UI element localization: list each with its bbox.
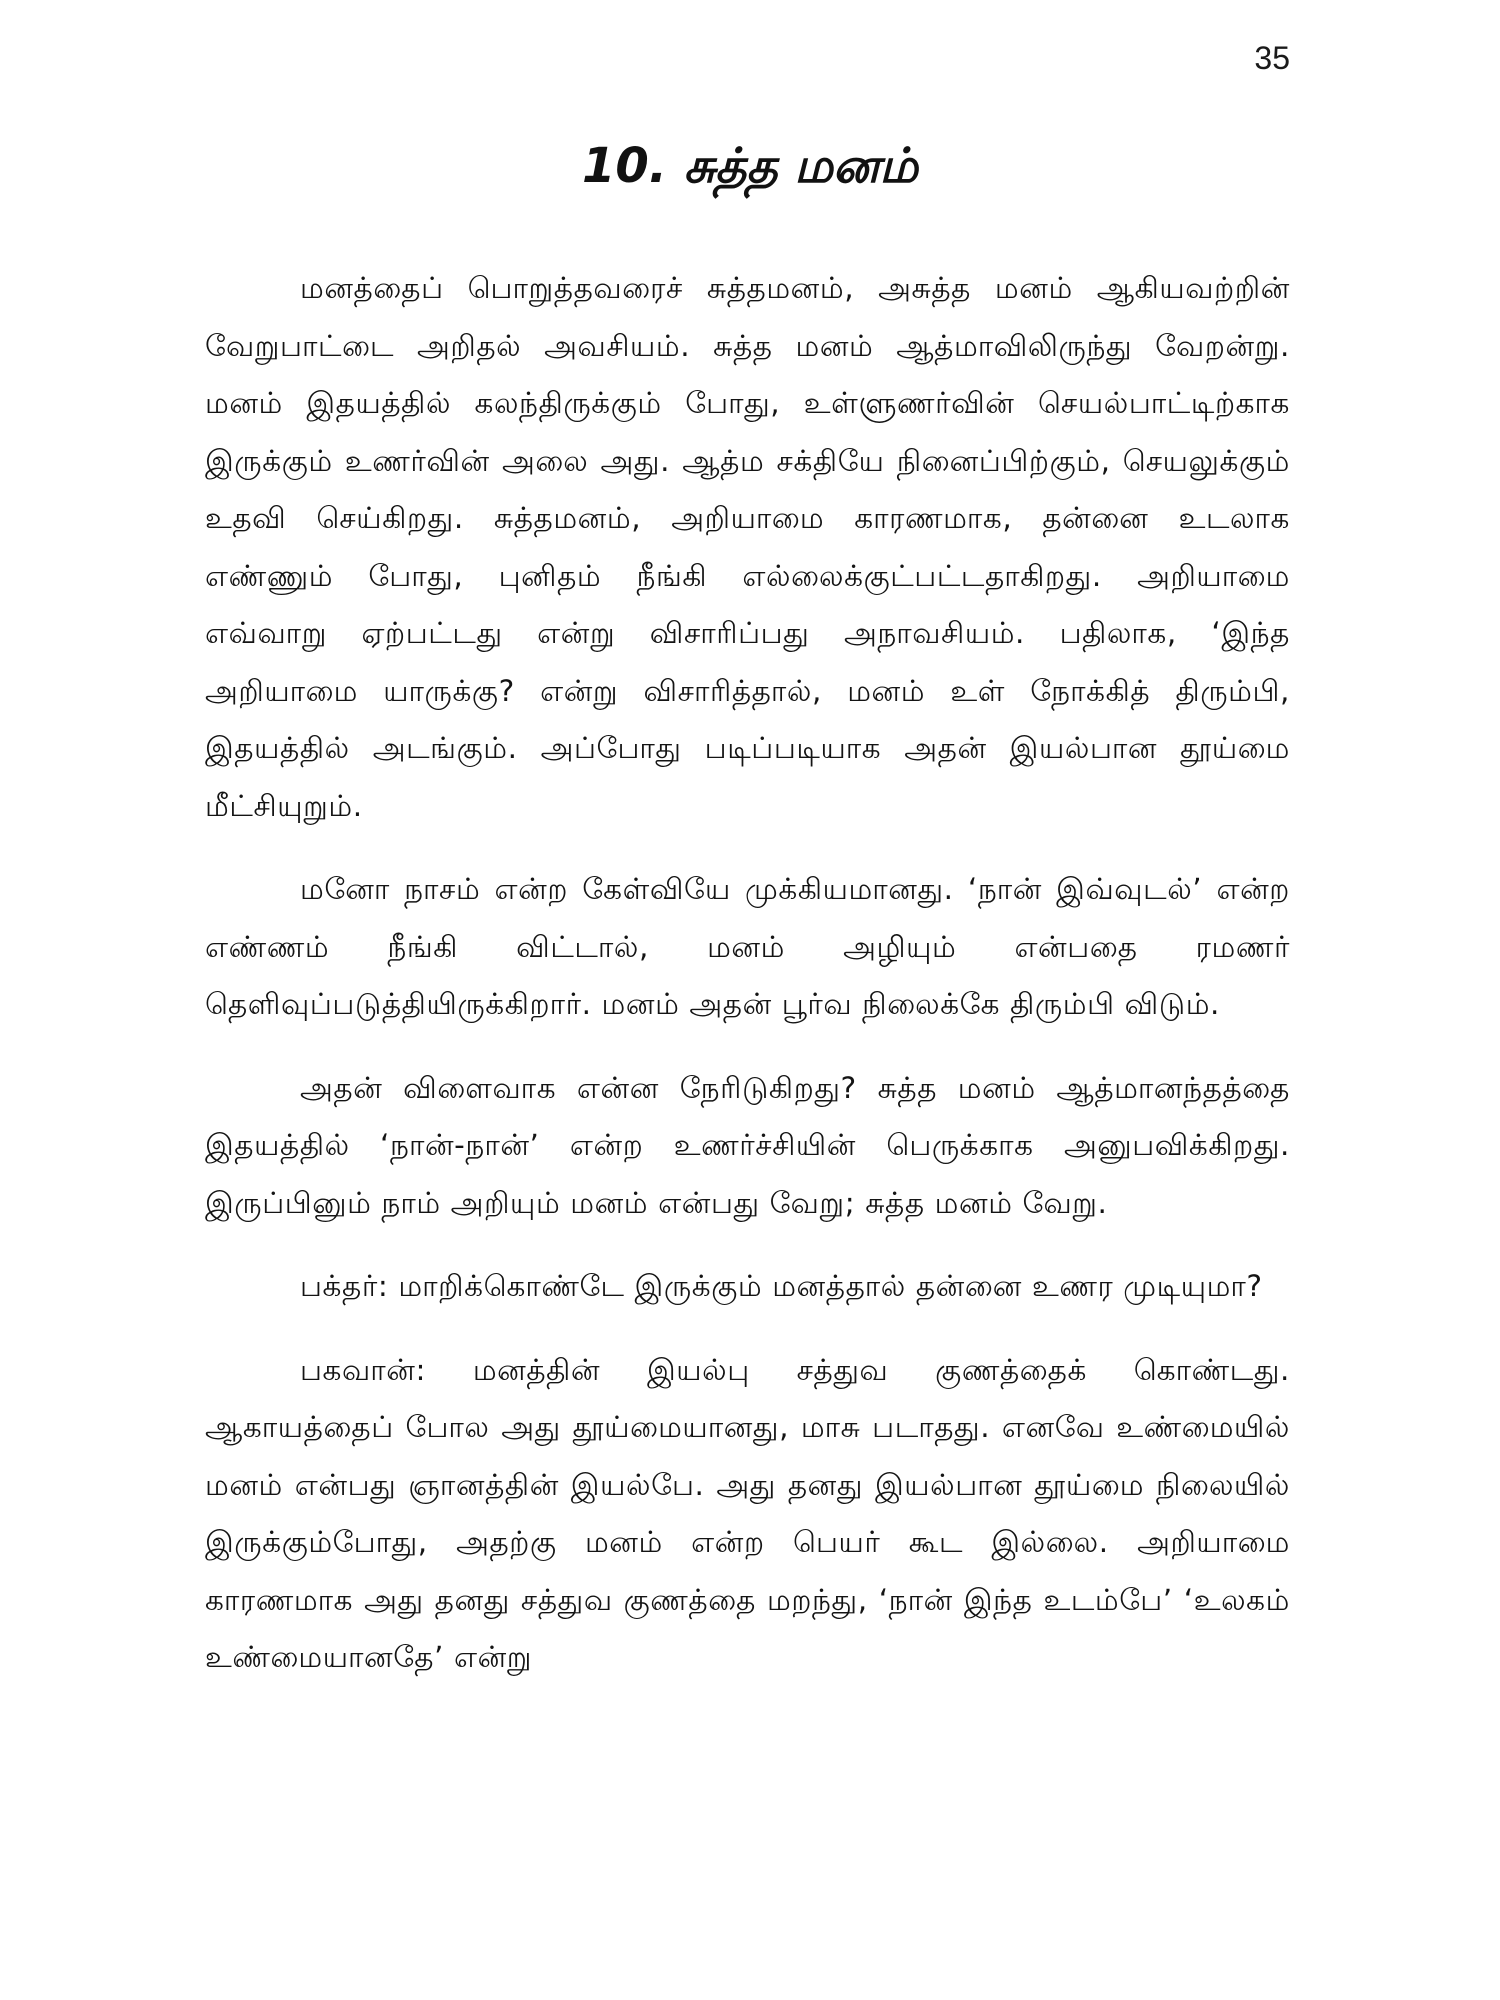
paragraph-bhagavan-answer: பகவான்: மனத்தின் இயல்பு சத்துவ குணத்தைக் கொண்டது. ஆகாயத்தைப் போல அது தூய்மையானது, மாசு படாதது. எனவே உண்மையில் மனம் என்பது ஞானத்தின் இயல்பே. அது தனது இயல்பான தூய்மை நிலையில் இருக்கும்போது, அதற்கு மனம் என்ற பெயர் கூட இல்லை. அறியாமை காரணமாக அது தனது சத்துவ குணத்தை மறந்து, ‘நான் இந்த உடம்பே’ ‘உலகம் உண்மையானதே’ என்று [205,1352,1290,1674]
paragraph-result: அதன் விளைவாக என்ன நேரிடுகிறது? சுத்த மனம் ஆத்மானந்தத்தை இதயத்தில் ‘நான்-நான்’ என்ற உணர்ச்சியின் பெருக்காக அனுபவிக்கிறது. இருப்பினும் நாம் அறியும் மனம் என்பது வேறு; சுத்த மனம் வேறு. [205,1070,1290,1220]
paragraph-pure-mind-intro: மனத்தைப் பொறுத்தவரைச் சுத்தமனம், அசுத்த மனம் ஆகியவற்றின் வேறுபாட்டை அறிதல் அவசியம். சுத்த மனம் ஆத்மாவிலிருந்து வேறன்று. மனம் இதயத்தில் கலந்திருக்கும் போது, உள்ளுணர்வின் செயல்பாட்டிற்காக இருக்கும் உணர்வின் அலை அது. ஆத்ம சக்தியே நினைப்பிற்கும், செயலுக்கும் உதவி செய்கிறது. சுத்தமனம், அறியாமை காரணமாக, தன்னை உடலாக எண்ணும் போது, புனிதம் நீங்கி எல்லைக்குட்பட்டதாகிறது. அறியாமை எவ்வாறு ஏற்பட்டது என்று விசாரிப்பது அநாவசியம். பதிலாக, ‘இந்த அறியாமை யாருக்கு? என்று விசாரித்தால், மனம் உள் நோக்கித் திரும்பி, இதயத்தில் அடங்கும். அப்போது படிப்படியாக அதன் இயல்பான தூய்மை மீட்சியுறும். [205,271,1290,823]
chapter-body [205,260,1290,1713]
chapter-title: 10. சுத்த மனம் [581,138,919,194]
page-number: 35 [1254,40,1290,76]
paragraph-mano-nasam: மனோ நாசம் என்ற கேள்வியே முக்கியமானது. ‘நான் இவ்வுடல்’ என்ற எண்ணம் நீங்கி விட்டால், மனம் அழியும் என்பதை ரமணர் தெளிவுப்படுத்தியிருக்கிறார். மனம் அதன் பூர்வ நிலைக்கே திரும்பி விடும். [205,872,1290,1021]
paragraph-devotee-question: பக்தர்: மாறிக்கொண்டே இருக்கும் மனத்தால் தன்னை உணர முடியுமா? [300,1269,1263,1303]
